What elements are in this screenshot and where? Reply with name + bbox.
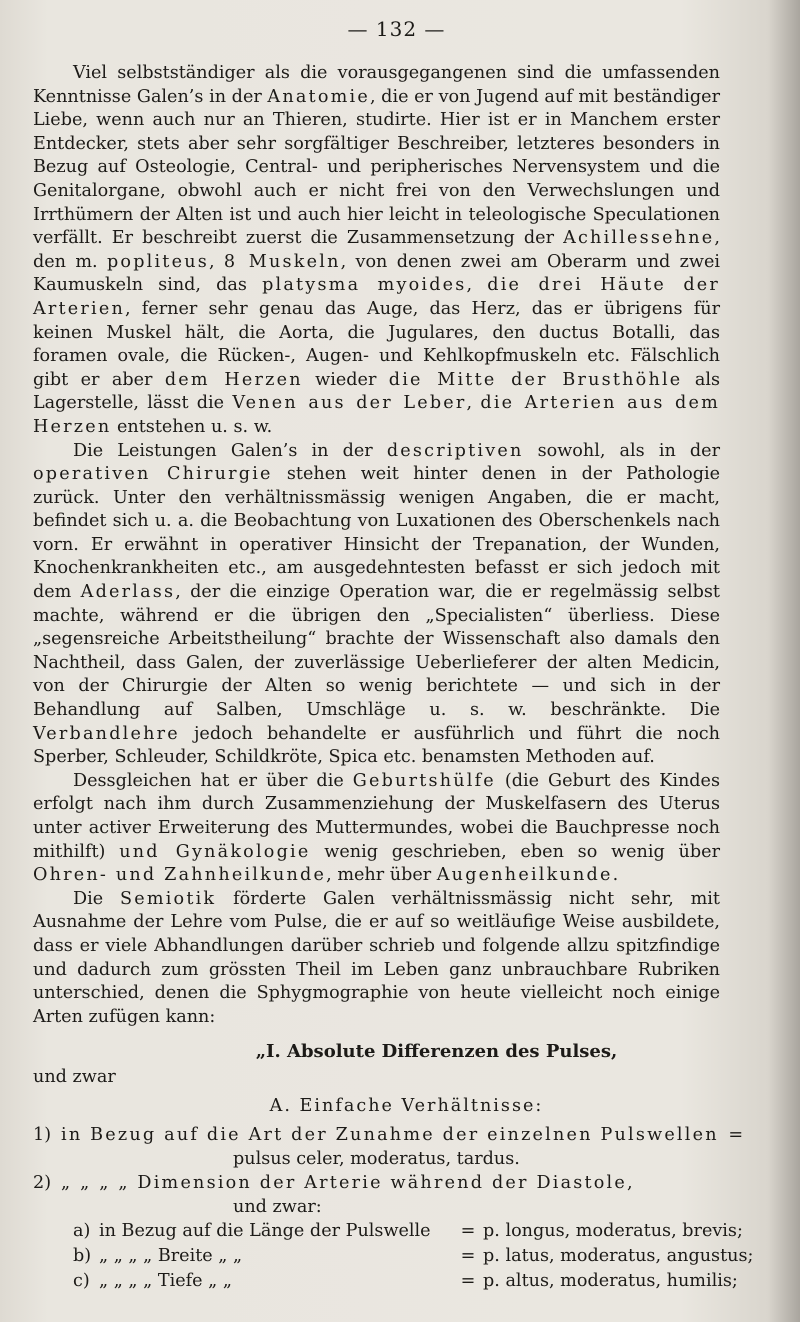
paragraph-semiotics <box>33 888 720 1030</box>
text-run: . <box>612 865 619 886</box>
equals-sign: = <box>460 1271 476 1292</box>
section-heading: „I. Absolute Differenzen des Pulses, <box>255 1041 618 1063</box>
sub-item-value: p. altus, moderatus, humilis; <box>483 1271 738 1292</box>
text-run: , von denen zwei am Oberarm und zwei Kaumuskeln sind, das <box>33 251 721 296</box>
spaced-term: Verbandlehre <box>33 723 180 744</box>
spaced-term: die drei Häute der Arterien <box>33 275 720 319</box>
spaced-term: platysma myoides <box>262 275 467 296</box>
spaced-term: dem Herzen <box>164 369 303 390</box>
list-label: „ „ „ „ Dimension der Arterie während der Diastole, <box>61 1173 635 1194</box>
text-run: Dessgleichen hat er über die <box>73 770 353 791</box>
list-item-2-continuation: und zwar: <box>233 1197 322 1218</box>
text-run: Die <box>73 888 120 909</box>
text-run: wieder <box>302 369 389 390</box>
spaced-term: Augenheilkunde <box>436 865 613 886</box>
text-run: , die er von Jugend auf mit beständiger Liebe, wenn auch nur an Thieren, studirte. Hier ist er in Manchem erster Entdecker, stets aber sehr sorgfältiger Beschreiber, letzteres besonders in Bezug auf Osteologie, Central- und peripherisches Nervensystem und die Genitalorgane, obwohl auch er nicht frei von den Verwechslungen und Irrthümern der Alten ist und auch hier leicht in teleologische Speculationen verfällt. Er beschreibt zuerst die Zusammensetzung der <box>33 86 720 249</box>
text-run: , <box>208 251 224 272</box>
sub-item-letter: a) <box>73 1221 91 1242</box>
sub-item-label: in Bezug auf die Länge der Pulswelle <box>99 1221 431 1242</box>
text-run: förderte Galen verhältnissmässig nicht sehr, mit Ausnahme der Lehre vom Pulse, die er auf so weitläufige Weise ausbildete, dass er viele Abhandlungen darüber schrieb und folgende allzu spitzfindige und dadurch zum grössten Theil im Leben ganz unbrauchbare Rubriken unterschied, denen die Sphygmographie von heute vielleicht noch einige Arten zufügen kann: <box>33 888 720 1027</box>
page-number: — 132 — <box>347 17 446 41</box>
list-number: 2) <box>33 1173 52 1194</box>
paragraph-anatomy <box>33 62 720 440</box>
text-run: jedoch behandelte er ausführlich und führt die noch Sperber, Schleuder, Schildkröte, Spica etc. benamsten Methoden auf. <box>33 723 720 768</box>
sub-item-b <box>33 1244 754 1269</box>
sub-item-value: p. latus, moderatus, angustus; <box>483 1246 754 1267</box>
equals-sign: = <box>460 1246 476 1267</box>
spaced-term: die Arterien aus dem Herzen <box>33 393 720 437</box>
spaced-term: 8 Muskeln <box>223 251 341 272</box>
spaced-term: die Mitte der Brusthöhle <box>388 369 683 390</box>
equals-sign: = <box>460 1221 476 1242</box>
list-item-1 <box>33 1123 744 1147</box>
spaced-term: Geburtshülfe <box>352 770 496 791</box>
sub-item-label: „ „ „ „ Tiefe „ „ <box>99 1271 232 1292</box>
list-label: in Bezug auf die Art der Zunahme der einzelnen Pulswellen <box>61 1125 719 1146</box>
spaced-term: und Gynäkologie <box>119 841 311 862</box>
und-zwar-text: und zwar <box>33 1067 116 1088</box>
text-run: , <box>466 275 488 296</box>
spaced-term: descriptiven <box>386 440 524 461</box>
list-item-1-continuation: pulsus celer, moderatus, tardus. <box>233 1149 520 1170</box>
text-run: sowohl, als in der <box>523 440 720 461</box>
paragraph-obstetrics <box>33 770 720 888</box>
spaced-term: Venen aus der Leber <box>232 393 467 414</box>
sub-item-label: „ „ „ „ Breite „ „ <box>99 1246 243 1267</box>
equals-sign: = <box>728 1125 744 1146</box>
text-run: (die Geburt des Kindes erfolgt nach ihm durch Zusammenziehung der Muskelfasern des Uterus unter activer Erweiterung des Muttermundes, wobei die Bauchpresse noch mithilft) <box>33 770 720 862</box>
text-run: , <box>466 393 481 414</box>
spaced-term: Achillessehne <box>563 228 715 249</box>
sub-item-letter: b) <box>73 1246 92 1267</box>
list-number: 1) <box>33 1125 52 1146</box>
subsection-heading: A. Einfache Verhältnisse: <box>269 1096 544 1117</box>
spaced-term: Aderlass <box>80 582 176 603</box>
sub-item-c <box>33 1269 738 1294</box>
spaced-term: Ohren- und Zahnheilkunde <box>33 865 327 886</box>
text-run: Viel selbstständiger als die vorausgegangenen sind die umfassenden Kenntnisse Galen’s in der <box>33 63 720 107</box>
text-run: , den m. <box>33 228 720 272</box>
spaced-term: popliteus <box>106 251 209 272</box>
text-run: stehen weit hinter denen in der Pathologie zurück. Unter den verhältnissmässig wenigen Angaben, die er macht, befindet sich u. a. die Beobachtung von Luxationen des Oberschenkels nach vorn. Er erwähnt in operativer Hinsicht der Trepanation, der Wunden, Knochenkrankheiten etc., am ausgedehntesten befasst er sich jedoch mit dem <box>33 464 720 603</box>
text-run: , ferner sehr genau das Auge, das Herz, das er übrigens für keinen Muskel hält, die Aorta, die Jugulares, den ductus Botalli, das foramen ovale, die Rücken-, Augen- und Kehlkopfmuskeln etc. Fälschlich gibt er aber <box>33 298 720 390</box>
spaced-term: Semiotik <box>119 888 217 909</box>
text-run: Die Leistungen Galen’s in der <box>73 440 387 461</box>
text-run: wenig geschrieben, eben so wenig über <box>310 841 720 862</box>
paragraph-surgery <box>33 440 720 770</box>
text-run: , mehr über <box>326 865 437 886</box>
sub-item-letter: c) <box>73 1271 90 1292</box>
text-run: entstehen u. s. w. <box>111 416 273 437</box>
list-item-2 <box>33 1171 720 1195</box>
text-run: , der die einzige Operation war, die er regelmässig selbst machte, während er die übrigen den „Specialisten“ überliess. Diese „segensreiche Arbeitstheilung“ brachte der Wissenschaft also damals den Nachtheil, dass Galen, der zuverlässige Ueberlieferer der alten Medicin, von der Chirurgie der Alten so wenig berichtete — und sich in der Behandlung auf Salben, Umschläge u. s. w. beschränkte. Die <box>33 582 720 721</box>
spaced-term: operativen Chirurgie <box>33 464 273 485</box>
sub-item-a <box>33 1219 743 1244</box>
text-run: als Lagerstelle, lässt die <box>33 369 720 414</box>
spaced-term: Anatomie <box>267 86 370 107</box>
sub-item-value: p. longus, moderatus, brevis; <box>483 1221 743 1242</box>
